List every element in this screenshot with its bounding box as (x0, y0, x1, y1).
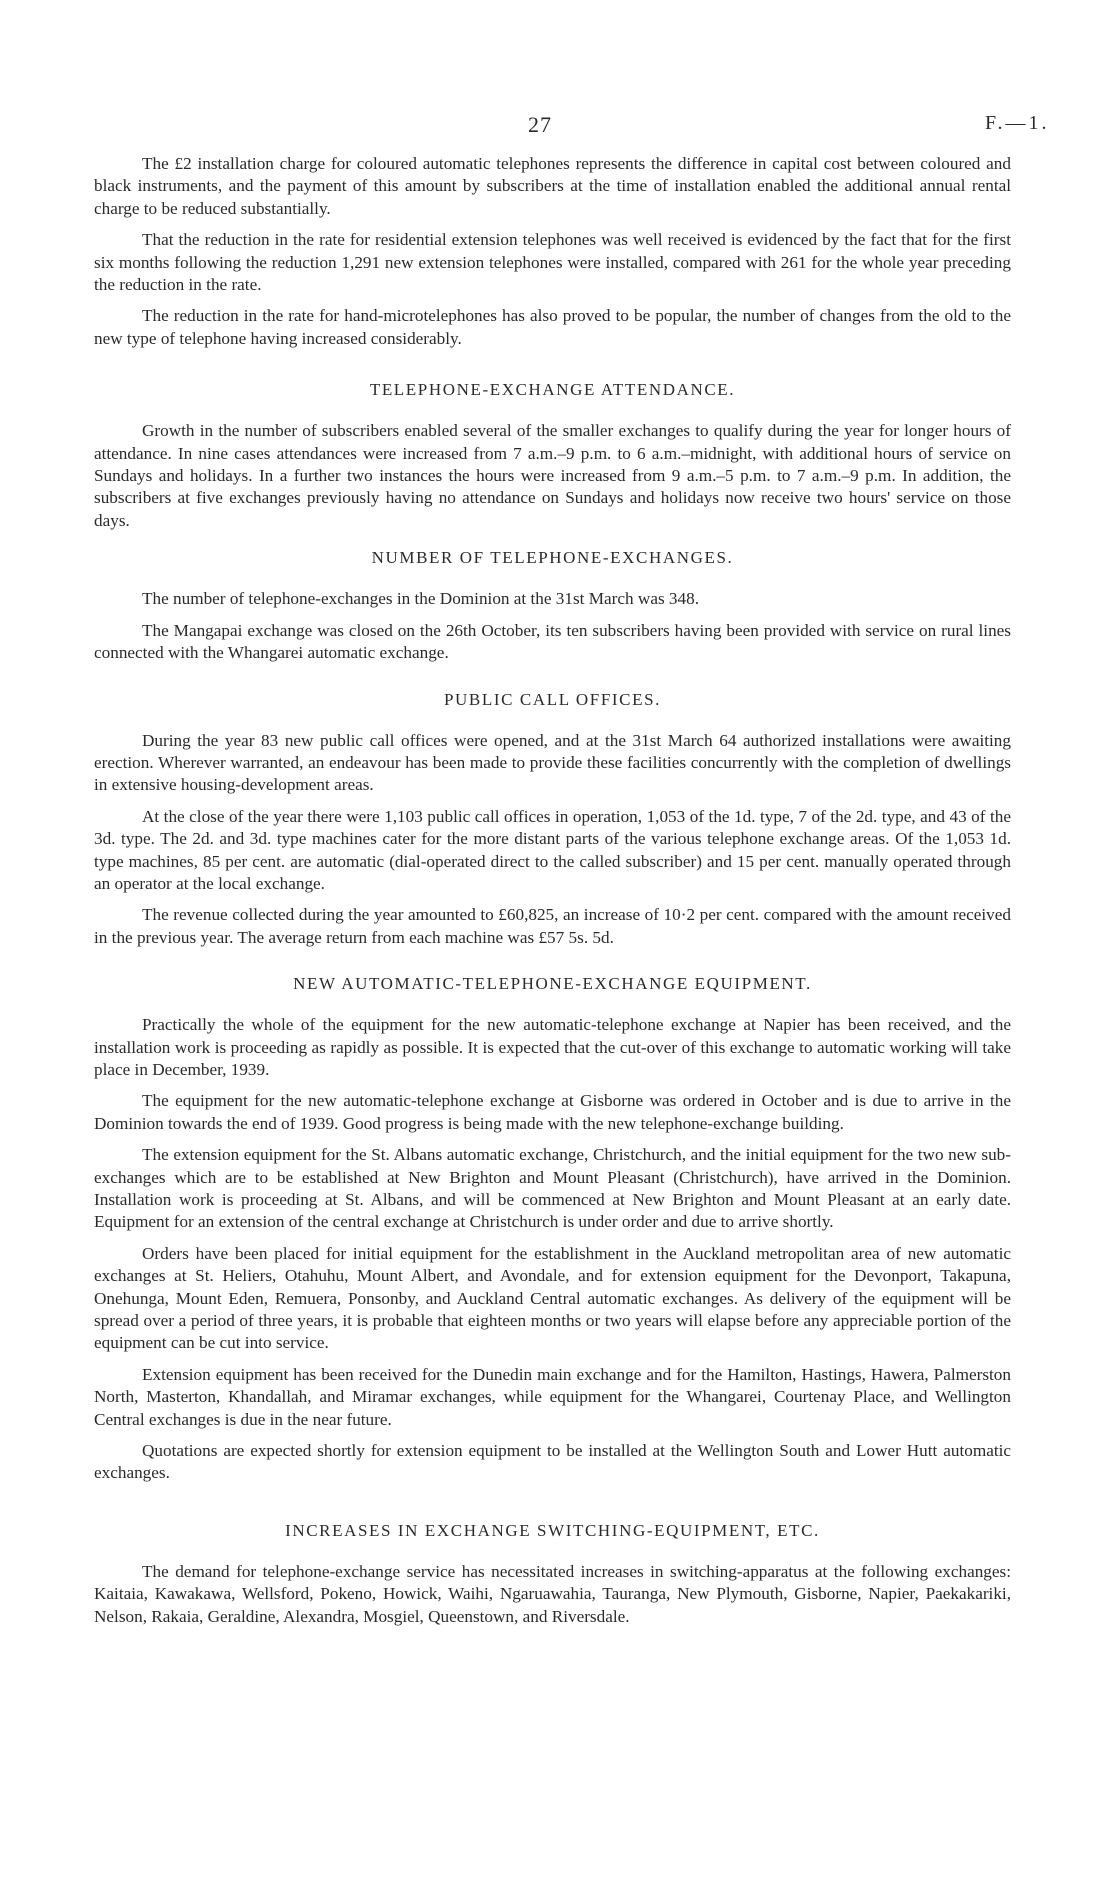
section-telephone-exchange-attendance (94, 380, 1011, 532)
page-header (0, 112, 1114, 142)
section-heading: PUBLIC CALL OFFICES. (444, 689, 661, 709)
paragraph: That the reduction in the rate for residential extension telephones was well received is evidenced by the fact that for the first six months following the reduction 1,291 new extension telephones were installed, compared with 261 for the whole year preceding the reduction in the rate. (94, 230, 1011, 295)
paragraph: The Mangapai exchange was closed on the 26th October, its ten subscribers having been provided with service on rural lines connected with the Whangarei automatic exchange. (94, 620, 1011, 663)
paragraph: Orders have been placed for initial equipment for the establishment in the Auckland metropolitan area of new automatic exchanges at St. Heliers, Otahuhu, Mount Albert, and Avondale, and for extension equipment for the Devonport, Takapuna, Onehunga, Mount Eden, Remuera, Ponsonby, and Auckland Central automatic exchanges. As delivery of the equipment will be spread over a period of three years, it is probable that eighteen months or two years will elapse before any appreciable portion of the equipment can be cut into service. (94, 1243, 1011, 1353)
section-heading: NUMBER OF TELEPHONE-EXCHANGES. (371, 548, 734, 568)
intro-section (94, 153, 1011, 350)
page-number: 27 (528, 112, 552, 137)
paragraph: The extension equipment for the St. Albans automatic exchange, Christchurch, and the initial equipment for the two new sub-exchanges which are to be established at New Brighton and Mount Pleasant (Christchurch), have arrived in the Dominion. Installation work is proceeding at St. Albans, and will be commenced at New Brighton and Mount Pleasant at an early date. Equipment for an extension of the central exchange at Christchurch is under order and due to arrive shortly. (94, 1145, 1011, 1232)
section-number-of-telephone-exchanges (94, 548, 1011, 664)
paragraph: The revenue collected during the year amounted to £60,825, an increase of 10·2 per cent. compared with the amount received in the previous year. The average return from each machine was £57 5s. 5d. (94, 905, 1011, 947)
paragraph: The reduction in the rate for hand-microtelephones has also proved to be popular, the number of changes from the old to the new type of telephone having increased considerably. (94, 306, 1011, 348)
paragraph: The demand for telephone-exchange service has necessitated increases in switching-apparatus at the following exchanges: Kaitaia, Kawakawa, Wellsford, Pokeno, Howick, Waihi, Ngaruawahia, Tauranga, New Plymouth, Gisborne, Napier, Paekakariki, Nelson, Rakaia, Geraldine, Alexandra, Mosgiel, Queenstown, and Riversdale. (94, 1561, 1011, 1626)
paragraph: At the close of the year there were 1,103 public call offices in operation, 1,053 of the 1d. type, 7 of the 2d. type, and 43 of the 3d. type. The 2d. and 3d. type machines cater for the more distant parts of the various telephone exchange areas. Of the 1,053 1d. type machines, 85 per cent. are automatic (dial-operated direct to the called subscriber) and 15 per cent. manually operated through an operator at the local exchange. (94, 806, 1011, 893)
section-public-call-offices (94, 690, 1011, 950)
paragraph: During the year 83 new public call offices were opened, and at the 31st March 64 authorized installations were awaiting erection. Wherever warranted, an endeavour has been made to provide these facilities concurrently with the completion of dwellings in extensive housing-development areas. (94, 730, 1011, 795)
section-heading: NEW AUTOMATIC-TELEPHONE-EXCHANGE EQUIPMENT. (293, 974, 812, 994)
paragraph: Quotations are expected shortly for extension equipment to be installed at the Wellington South and Lower Hutt automatic exchanges. (94, 1441, 1011, 1483)
paragraph: The £2 installation charge for coloured automatic telephones represents the difference in capital cost between coloured and black instruments, and the payment of this amount by subscribers at the time of installation enabled the additional annual rental charge to be reduced substantially. (94, 154, 1011, 218)
paragraph: The number of telephone-exchanges in the Dominion at the 31st March was 348. (142, 589, 700, 609)
paragraph: Extension equipment has been received for the Dunedin main exchange and for the Hamilton, Hastings, Hawera, Palmerston North, Masterton, Khandallah, and Miramar exchanges, while equipment for the Whangarei, Courtenay Place, and Wellington Central exchanges is due in the near future. (94, 1364, 1011, 1429)
paragraph: Growth in the number of subscribers enabled several of the smaller exchanges to qualify during the year for longer hours of attendance. In nine cases attendances were increased from 7 a.m.–9 p.m. to 6 a.m.–midnight, with additional hours of service on Sundays and holidays. In a further two instances the hours were increased from 9 a.m.–5 p.m. to 7 a.m.–9 p.m. In addition, the subscribers at five exchanges previously having no attendance on Sundays and holidays now receive two hours' service on those days. (94, 421, 1011, 530)
page-body (94, 153, 1011, 1637)
paragraph: The equipment for the new automatic-telephone exchange at Gisborne was ordered in October and is due to arrive in the Dominion towards the end of 1939. Good progress is being made with the new telephone-exchange building. (94, 1091, 1011, 1133)
document-reference: F.—1. (985, 112, 1050, 134)
section-new-automatic-exchange-equipment (94, 974, 1011, 1485)
section-heading: TELEPHONE-EXCHANGE ATTENDANCE. (369, 380, 736, 400)
section-increases-in-switching-equipment (94, 1521, 1011, 1628)
paragraph: Practically the whole of the equipment for the new automatic-telephone exchange at Napier has been received, and the installation work is proceeding as rapidly as possible. It is expected that the cut-over of this exchange to automatic working will take place in December, 1939. (94, 1015, 1011, 1079)
section-heading: INCREASES IN EXCHANGE SWITCHING-EQUIPMENT, ETC. (285, 1520, 820, 1540)
